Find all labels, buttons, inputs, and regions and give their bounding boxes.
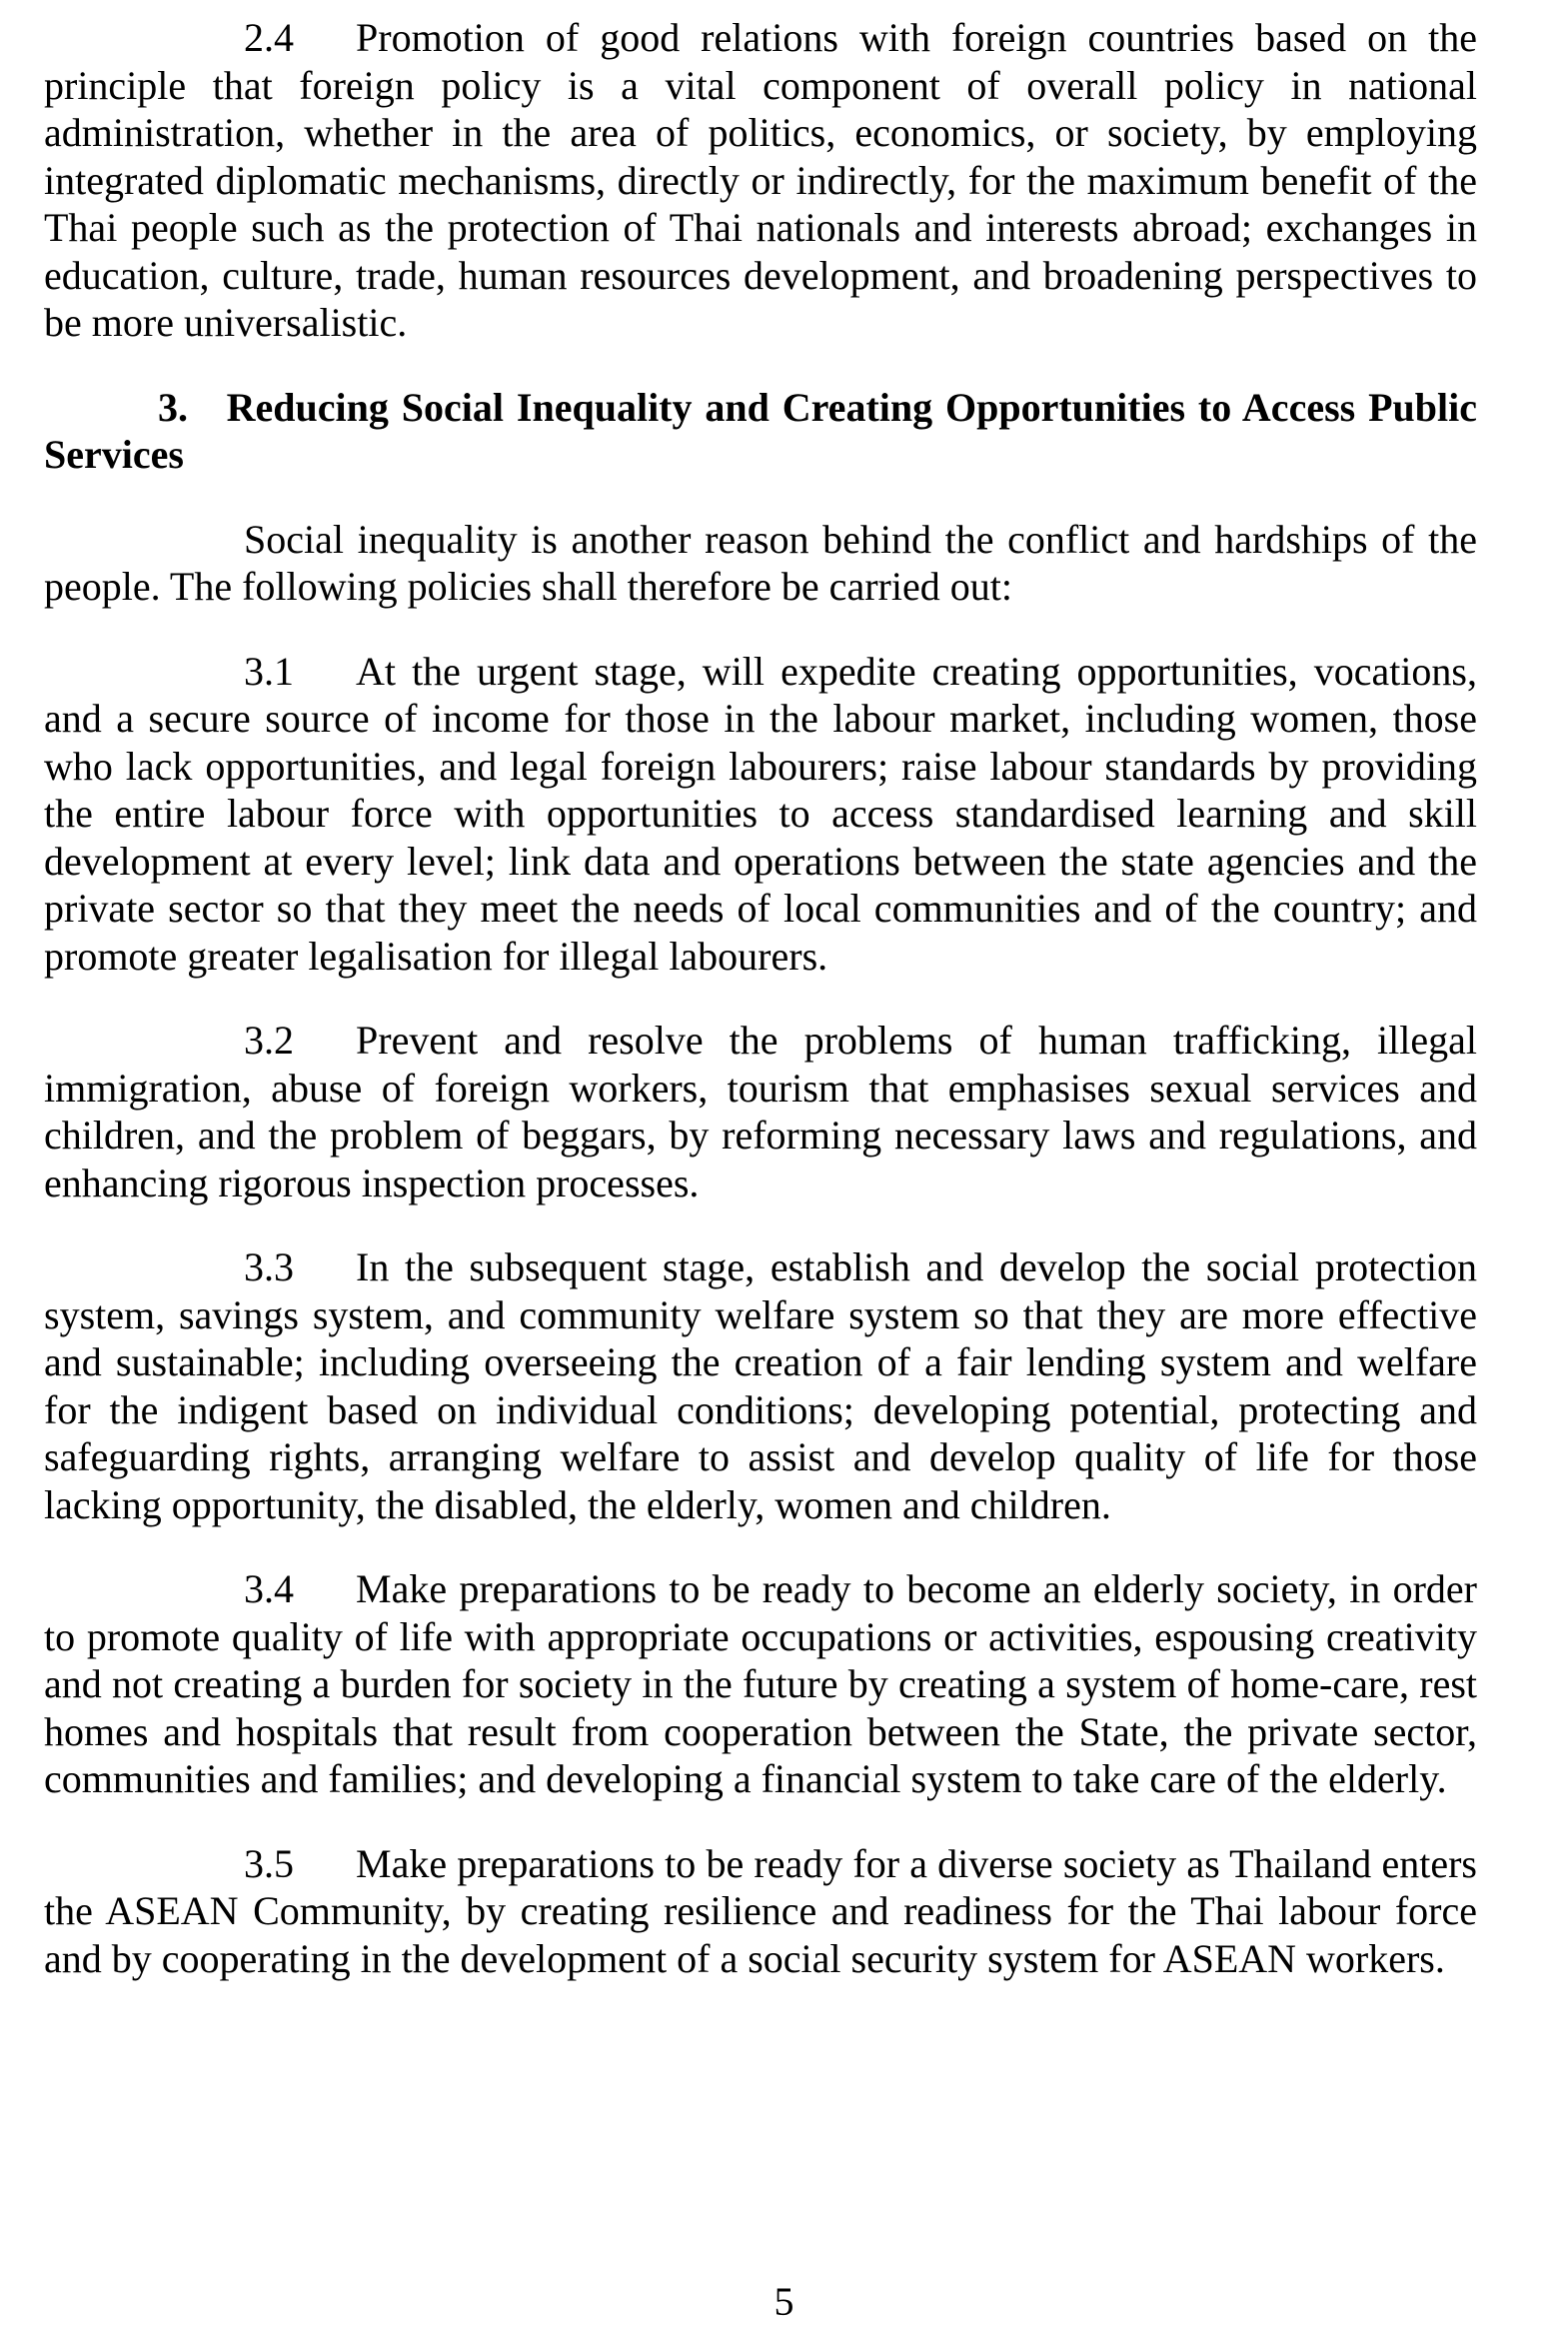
paragraph-gap	[44, 479, 1477, 516]
paragraph-text: Social inequality is another reason behind the conflict and hardships of the people. The following policies shall therefore be carried out:	[44, 516, 1477, 609]
paragraph-3-4	[44, 1565, 1477, 1803]
section-3-intro	[44, 516, 1477, 611]
paragraph-text: In the subsequent stage, establish and develop the social protection system, savings system, and community welfare system so that they are more effective and sustainable; including overseeing the creation of a fair lending system and welfare for the indigent based on individual conditions; developing potential, protecting and safeguarding rights, arranging welfare to assist and develop quality of life for those lacking opportunity, the disabled, the elderly, women and children.	[44, 1244, 1477, 1527]
section-heading-3	[44, 384, 1477, 479]
paragraph-2-4	[44, 14, 1477, 347]
paragraph-text: Prevent and resolve the problems of human trafficking, illegal immigration, abuse of foreign workers, tourism that emphasises sexual services and children, and the problem of beggars, by reforming necessary laws and regulations, and enhancing rigorous inspection processes.	[44, 1018, 1477, 1205]
paragraph-3-3	[44, 1243, 1477, 1528]
paragraph-number: 3.5	[244, 1840, 294, 1886]
paragraph-gap	[44, 1803, 1477, 1840]
paragraph-gap	[44, 611, 1477, 648]
paragraph-gap	[44, 980, 1477, 1017]
paragraph-text: Promotion of good relations with foreign countries based on the principle that foreign policy is a vital component of overall policy in national administration, whether in the area of politics, economics, or society, by employing integrated diplomatic mechanisms, directly or indirectly, for the maximum benefit of the Thai people such as the protection of Thai nationals and interests abroad; exchanges in education, culture, trade, human resources development, and broadening perspectives to be more universalistic.	[44, 15, 1477, 345]
paragraph-number: 3.2	[244, 1018, 294, 1063]
paragraph-gap	[44, 1206, 1477, 1243]
paragraph-gap	[44, 347, 1477, 384]
paragraph-text: Make preparations to be ready to become an elderly society, in order to promote quality of life with appropriate occupations or activities, espousing creativity and not creating a burden for society in the future by creating a system of home-care, rest homes and hospitals that result from cooperation between the State, the private sector, communities and families; and developing a financial system to take care of the elderly.	[44, 1566, 1477, 1801]
paragraph-3-5	[44, 1840, 1477, 1983]
section-title: Reducing Social Inequality and Creating Opportunities to Access Public Services	[44, 384, 1477, 477]
paragraph-number: 3.3	[244, 1244, 294, 1289]
paragraph-3-1	[44, 648, 1477, 981]
paragraph-gap	[44, 1528, 1477, 1565]
paragraph-3-2	[44, 1017, 1477, 1206]
document-page	[44, 14, 1477, 1982]
paragraph-number: 2.4	[244, 15, 294, 60]
paragraph-number: 3.1	[244, 648, 294, 694]
paragraph-text: Make preparations to be ready for a diverse society as Thailand enters the ASEAN Community, by creating resilience and readiness for the Thai labour force and by cooperating in the development of a social security system for ASEAN workers.	[44, 1840, 1477, 1981]
section-number: 3.	[158, 384, 188, 430]
page-number: 5	[774, 2279, 794, 2324]
paragraph-text: At the urgent stage, will expedite creating opportunities, vocations, and a secure source of income for those in the labour market, including women, those who lack opportunities, and legal foreign labourers; raise labour standards by providing the entire labour force with opportunities to access standardised learning and skill development at every level; link data and operations between the state agencies and the private sector so that they meet the needs of local communities and of the country; and promote greater legalisation for illegal labourers.	[44, 648, 1477, 979]
paragraph-number: 3.4	[244, 1566, 294, 1611]
